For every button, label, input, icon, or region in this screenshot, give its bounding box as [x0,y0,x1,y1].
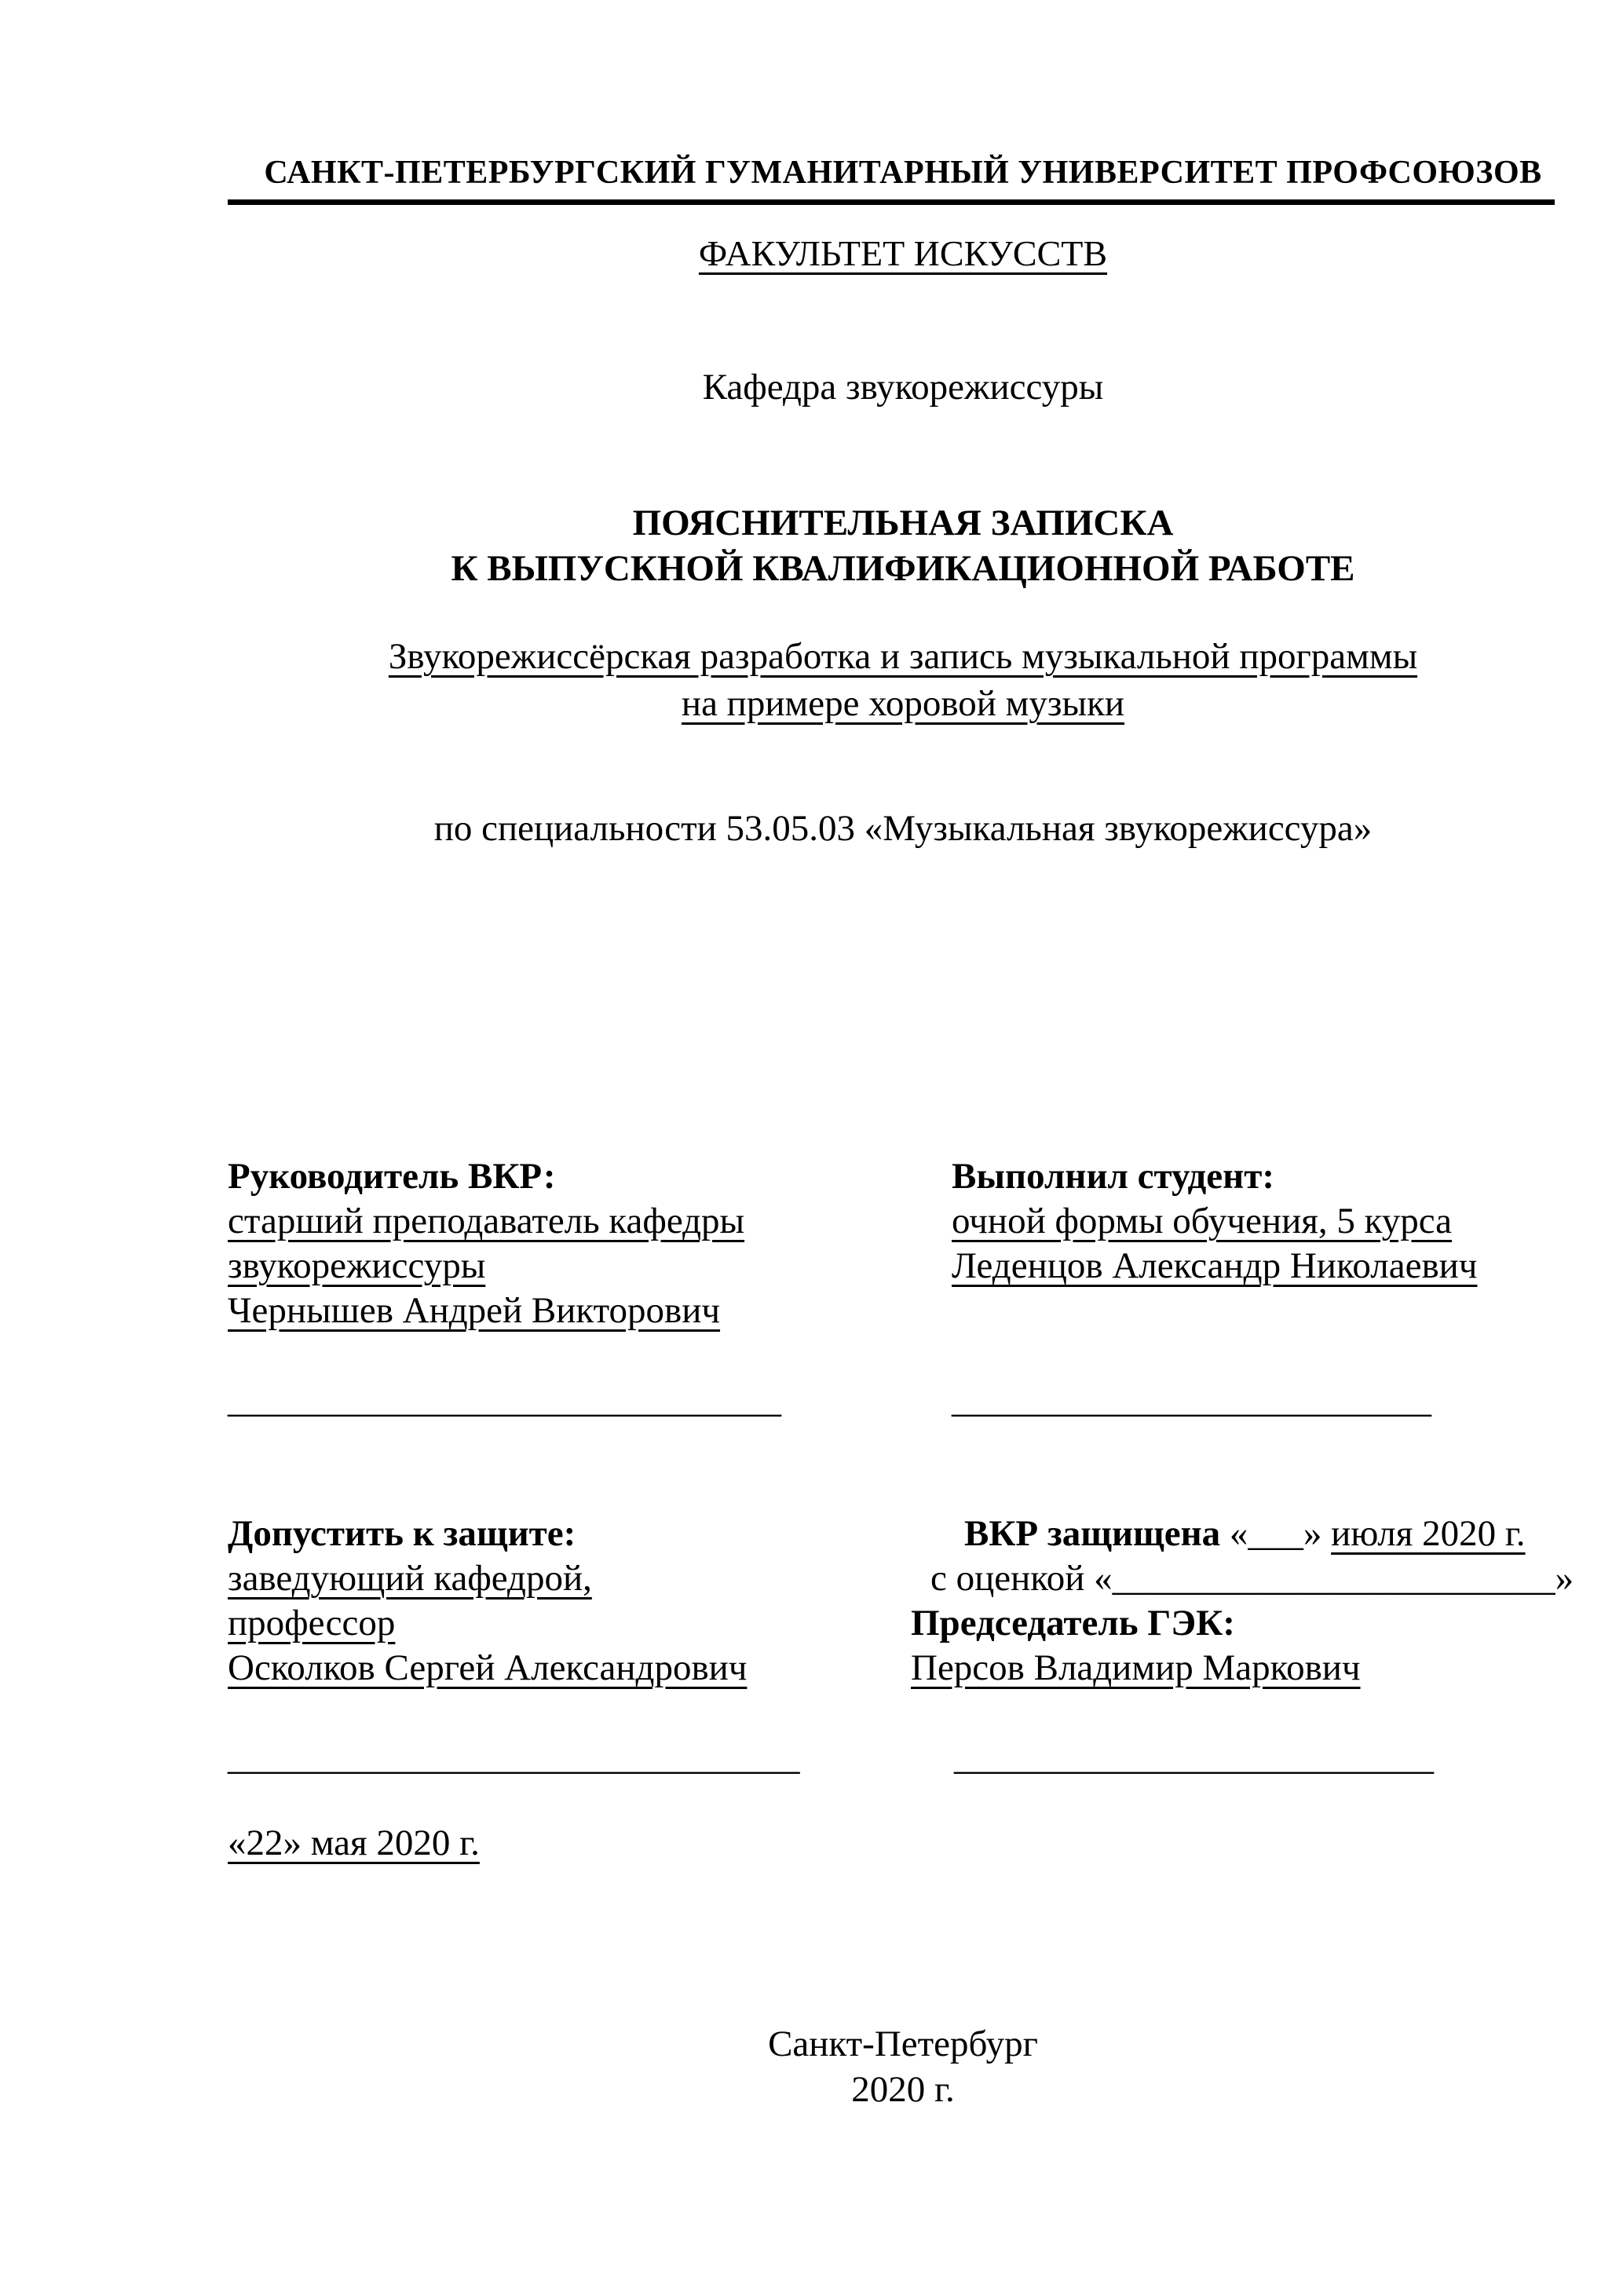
admission-position-line2 [228,1601,800,1646]
student-name-text: Леденцов Александр Николаевич [952,1245,1478,1286]
admission-signature-line: _______________________________ [228,1737,800,1778]
supervisor-name [228,1289,781,1333]
supervisor-position-line1 [228,1199,781,1244]
admission-block [228,1512,800,1780]
university-name: САНКТ-ПЕТЕРБУРГСКИЙ ГУМАНИТАРНЫЙ УНИВЕРСИТЕТ ПРОФСОЮЗОВ [264,155,1542,191]
work-topic-line2-text: на примере хоровой музыки [681,683,1125,724]
supervisor-signature-line: ______________________________ [228,1380,781,1420]
chairman-signature-line: __________________________ [954,1737,1434,1778]
student-signature-line: __________________________ [952,1380,1431,1420]
blank-line [228,1333,781,1378]
defense-grade-suffix: » [1555,1558,1574,1599]
supervisor-label: Руководитель ВКР: [228,1156,556,1197]
admission-position-line1 [228,1556,800,1601]
student-info-line [952,1199,1477,1244]
student-name [952,1244,1477,1289]
student-label: Выполнил студент: [952,1156,1274,1197]
admission-date [228,1822,480,1864]
department-name: Кафедра звукорежиссуры [702,367,1104,408]
faculty-name [228,232,1578,274]
faculty-name-text: ФАКУЛЬТЕТ ИСКУССТВ [698,233,1108,273]
admission-name-text: Осколков Сергей Александрович [228,1647,748,1688]
blank-line [228,1691,800,1735]
admission-position-line1-text: заведующий кафедрой, [228,1558,592,1599]
header-rule [228,199,1555,205]
defense-grade-blank: ________________________ [1112,1558,1555,1599]
footer-year: 2020 г. [851,2069,955,2110]
supervisor-position-line2-text: звукорежиссуры [228,1245,486,1286]
work-topic-line1-text: Звукорежиссёрская разработка и запись музыкальной программы [388,636,1418,677]
work-topic-line2 [228,680,1578,727]
defense-date-blank: «___» [1220,1513,1332,1554]
supervisor-block [228,1154,781,1423]
supervisor-position-line1-text: старший преподаватель кафедры [228,1201,745,1241]
document-title-line2: К ВЫПУСКНОЙ КВАЛИФИКАЦИОННОЙ РАБОТЕ [451,548,1355,589]
chairman-name [911,1646,1574,1691]
student-block [952,1154,1477,1423]
work-topic-line1 [228,633,1578,680]
footer-city: Санкт-Петербург [768,2024,1038,2064]
admission-date-text: «22» мая 2020 г. [228,1823,480,1863]
chairman-name-text: Персов Владимир Маркович [911,1647,1361,1688]
defense-grade-prefix: с оценкой « [930,1558,1113,1599]
specialty-line: по специальности 53.05.03 «Музыкальная звукорежиссура» [433,808,1373,849]
student-info-line-text: очной формы обучения, 5 курса [952,1201,1453,1241]
defense-date-label: ВКР защищена [964,1513,1221,1554]
supervisor-position-line2 [228,1244,781,1289]
blank-line [952,1333,1477,1378]
document-title-line1: ПОЯСНИТЕЛЬНАЯ ЗАПИСКА [632,503,1174,543]
admission-name [228,1646,800,1691]
blank-line [911,1691,1574,1735]
blank-line [952,1289,1477,1333]
supervisor-name-text: Чернышев Андрей Викторович [228,1290,721,1331]
work-topic [228,633,1578,727]
defense-date-line [911,1512,1574,1556]
chairman-label: Председатель ГЭК: [911,1603,1235,1643]
admission-label: Допустить к защите: [228,1513,576,1554]
defense-block [911,1512,1574,1780]
defense-date-text: июля 2020 г. [1331,1513,1526,1554]
admission-position-line2-text: профессор [228,1603,396,1643]
document-title [228,500,1578,591]
defense-grade-line [911,1556,1574,1601]
